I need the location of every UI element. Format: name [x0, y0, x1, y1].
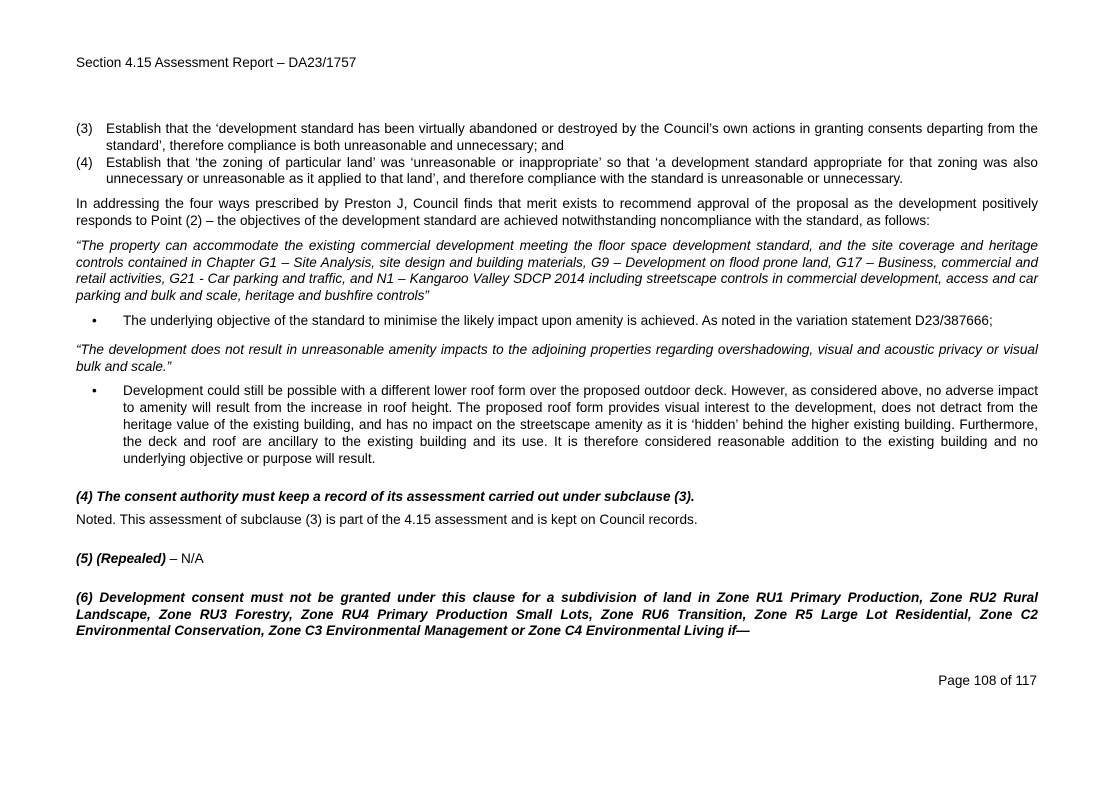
bullet-item: [76, 313, 1038, 330]
clause-heading-label: (5) (Repealed): [76, 550, 166, 566]
clause-heading: (6) Development consent must not be granted under this clause for a subdivision of land in Zone RU1 Primary Production, Zone RU2 Rural Landscape, Zone RU3 Forestry, Zone RU4 Primary Production Small Lots, Zone RU6 Transition, Zone R5 Large Lot Residential, Zone C2 Environmental Conservation, Zone C3 Environmental Management or Zone C4 Environmental Living if—: [76, 589, 1038, 639]
bullet-text: The underlying objective of the standard to minimise the likely impact upon amenity is achieved. As noted in the variation statement D23/387666;: [123, 312, 993, 328]
clause-heading-suffix: – N/A: [165, 550, 204, 566]
quote-paragraph: “The development does not result in unreasonable amenity impacts to the adjoining properties regarding overshadowing, visual and acoustic privacy or visual bulk and scale.”: [76, 341, 1038, 374]
clause-heading: (4) The consent authority must keep a record of its assessment carried out under subclause (3).: [76, 489, 695, 505]
paragraph: In addressing the four ways prescribed by Preston J, Council finds that merit exists to recommend approval of the proposal as the development positively responds to Point (2) – the objectives of the development standard are achieved notwithstanding noncompliance with the standard, as follows:: [76, 196, 1038, 228]
quote-paragraph: “The property can accommodate the existing commercial development meeting the floor space development standard, and the site coverage and heritage controls contained in Chapter G1 – Site Analysis, site design and building materials, G9 – Development on flood prone land, G17 – Business, commercial and retail activities, G21 - Car parking and traffic, and N1 – Kangaroo Valley SDCP 2014 including streetscape controls in commercial development, access and car parking and bulk and scale, heritage and bushfire controls”: [76, 237, 1038, 304]
list-item-number: (4): [76, 154, 93, 170]
list-item: [76, 121, 1038, 155]
bullet-dot: •: [92, 312, 97, 328]
list-item-text: Establish that ‘the zoning of particular land’ was ‘unreasonable or inappropriate’ so that ‘a development standard appropriate for that zoning was also unnecessary or unreasonable as it applied to that land’, and therefore compliance with the standard is unreasonable or unnecessary.: [106, 154, 1038, 187]
page-header: Section 4.15 Assessment Report – DA23/1757: [76, 55, 357, 70]
paragraph: Noted. This assessment of subclause (3) is part of the 4.15 assessment and is kept on Council records.: [76, 512, 698, 528]
list-item-number: (3): [76, 121, 93, 136]
page-number: Page 108 of 117: [938, 673, 1037, 688]
bullet-item: [76, 383, 1038, 467]
bullet-text: Development could still be possible with a different lower roof form over the proposed outdoor deck. However, as considered above, no adverse impact to amenity will result from the increase in roof height. The proposed roof form provides visual interest to the development, does not detract from the heritage value of the existing building, and has no impact on the streetscape amenity as it is ‘hidden’ behind the higher existing building. Furthermore, the deck and roof are ancillary to the existing building and its use. It is therefore considered reasonable addition to the existing building and no underlying objective or purpose will result.: [123, 383, 1038, 466]
document-body: [76, 121, 1038, 640]
clause-heading: [76, 551, 1038, 568]
list-item: [76, 155, 1038, 189]
bullet-dot: •: [92, 383, 97, 399]
list-item-text: Establish that the ‘development standard has been virtually abandoned or destroyed by the Council’s own actions in granting consents departing from the standard’, therefore compliance is both unreasonable and unnecessary; and: [106, 121, 1038, 153]
